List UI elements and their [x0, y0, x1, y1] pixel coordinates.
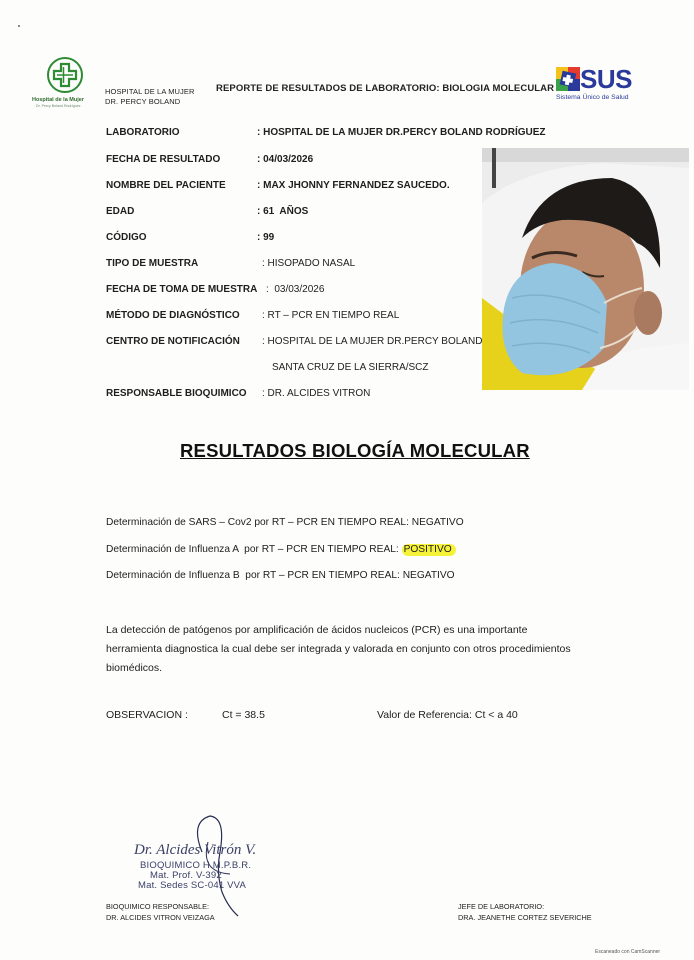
report-title: REPORTE DE RESULTADOS DE LABORATORIO: BIOLOGIA MOLECULAR: [216, 83, 555, 94]
field-value-fecha-toma: : 03/03/2026: [266, 284, 325, 295]
result-test-label: Determinación de Influenza B por RT – PCR EN TIEMPO REAL:: [106, 570, 403, 581]
stamp-line2: Mat. Prof. V-392: [150, 870, 222, 881]
patient-photo-image: [482, 148, 689, 390]
field-label-edad: EDAD: [106, 206, 135, 217]
hospital-name-line2: DR. PERCY BOLAND: [105, 97, 181, 106]
patient-photo: [482, 148, 689, 390]
field-value-centro: : HOSPITAL DE LA MUJER DR.PERCY BOLAND: [262, 336, 483, 347]
field-label-fecha-resultado: FECHA DE RESULTADO: [106, 154, 221, 165]
footer-responsible: [106, 901, 215, 923]
observation-value: Ct = 38.5: [222, 709, 265, 721]
scan-speck: [18, 25, 20, 27]
observation-label: OBSERVACION :: [106, 709, 188, 721]
reference-value: Valor de Referencia: Ct < a 40: [377, 709, 518, 721]
field-label-tipo-muestra: TIPO DE MUESTRA: [106, 258, 199, 269]
hospital-name: [105, 87, 195, 107]
field-label-responsable: RESPONSABLE BIOQUIMICO: [106, 388, 247, 399]
hospital-name-line1: HOSPITAL DE LA MUJER: [105, 87, 195, 96]
hospital-logo: [32, 55, 102, 110]
field-value-nombre-paciente: : MAX JHONNY FERNANDEZ SAUCEDO.: [257, 180, 450, 191]
field-label-codigo: CÓDIGO: [106, 232, 147, 243]
result-test-label: Determinación de SARS – Cov2 por RT – PCR EN TIEMPO REAL:: [106, 517, 412, 528]
field-value-tipo-muestra: : HISOPADO NASAL: [262, 258, 356, 269]
field-value-centro-line2: SANTA CRUZ DE LA SIERRA/SCZ: [272, 362, 429, 373]
field-label-nombre-paciente: NOMBRE DEL PACIENTE: [106, 180, 226, 191]
field-label-metodo: MÉTODO DE DIAGNÓSTICO: [106, 310, 240, 321]
sus-emblem-icon: [556, 67, 580, 91]
field-value-metodo: : RT – PCR EN TIEMPO REAL: [262, 310, 400, 321]
footer-responsible-title: BIOQUIMICO RESPONSABLE:: [106, 902, 209, 911]
hospital-logo-subcaption: Dr. Percy Boland Rodríguez: [36, 104, 81, 108]
footer-lab-chief-name: DRA. JEANETHE CORTEZ SEVERICHE: [458, 913, 592, 922]
stamp-line3: Mat. Sedes SC-041 VVA: [138, 880, 247, 891]
result-value-negativo: NEGATIVO: [402, 570, 455, 581]
footer-lab-chief-title: JEFE DE LABORATORIO:: [458, 902, 545, 911]
field-label-laboratorio: LABORATORIO: [106, 127, 180, 138]
sus-logo: [556, 64, 646, 103]
signature-stamp: [130, 812, 290, 912]
field-value-codigo: : 99: [257, 232, 275, 243]
result-value-negativo: NEGATIVO: [411, 517, 464, 528]
signature-name: Dr. Alcides Vitrón V.: [134, 842, 257, 858]
sus-logo-text: SUS: [580, 64, 632, 94]
result-line-influenza-b: [106, 570, 455, 581]
result-value-positivo-highlighted: POSITIVO: [402, 544, 456, 556]
result-test-label: Determinación de Influenza A por RT – PCR EN TIEMPO REAL:: [106, 544, 402, 555]
field-value-edad: : 61 AÑOS: [257, 206, 309, 217]
field-label-fecha-toma: FECHA DE TOMA DE MUESTRA: [106, 284, 258, 295]
scanner-watermark: Escaneado con CamScanner: [595, 949, 661, 955]
footer-responsible-name: DR. ALCIDES VITRON VEIZAGA: [106, 913, 215, 922]
field-value-responsable: : DR. ALCIDES VITRON: [262, 388, 371, 399]
field-label-centro: CENTRO DE NOTIFICACIÓN: [106, 336, 240, 347]
results-section-title: RESULTADOS BIOLOGÍA MOLECULAR: [180, 440, 530, 461]
result-line-influenza-a: [106, 544, 456, 555]
hospital-logo-caption: Hospital de la Mujer: [32, 97, 84, 103]
field-value-fecha-resultado: : 04/03/2026: [257, 154, 314, 165]
field-value-laboratorio: : HOSPITAL DE LA MUJER DR.PERCY BOLAND RODRÍGUEZ: [257, 127, 546, 138]
stamp-line1: BIOQUIMICO H.M.P.B.R.: [140, 860, 252, 871]
pcr-disclaimer: La detección de patógenos por amplificación de ácidos nucleicos (PCR) es una importante herramienta diagnostica la cual debe ser integrada y valorada en conjunto con otros procedimientos biomédicos.: [106, 624, 571, 674]
result-line-sars-cov2: [106, 517, 464, 528]
footer-lab-chief: [458, 901, 592, 923]
sus-logo-subtitle: Sistema Único de Salud: [556, 94, 629, 101]
